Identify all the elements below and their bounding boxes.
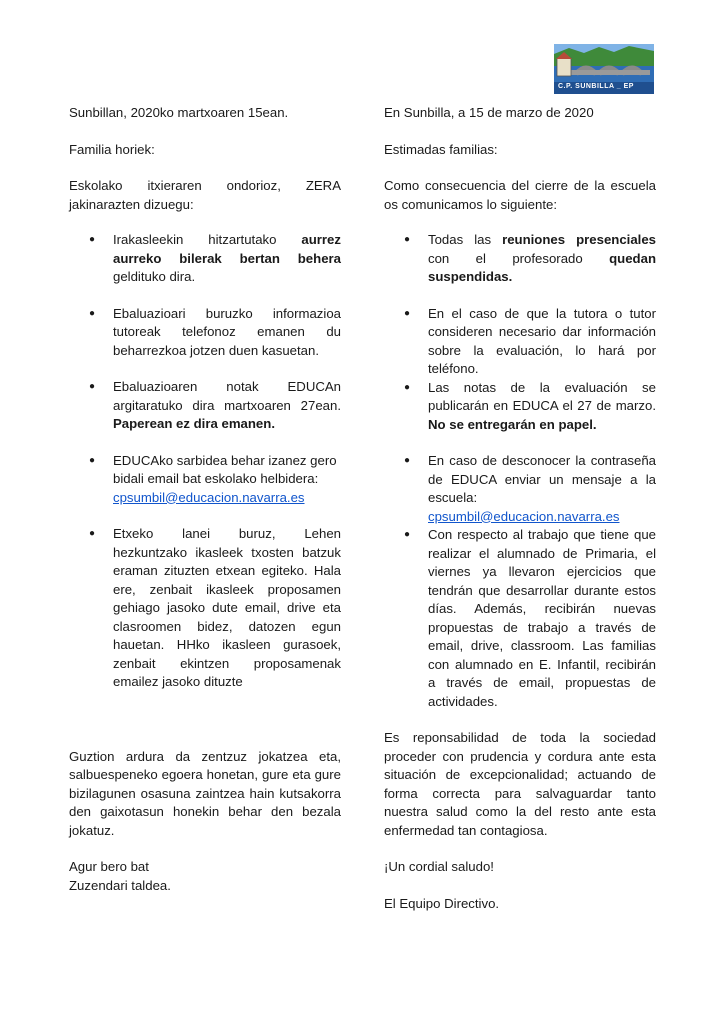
date-line: Sunbillan, 2020ko martxoaren 15ean. [69, 105, 289, 120]
farewell: Agur bero bat [69, 859, 149, 874]
list-item: ● Las notas de la evaluación se publicarán en EDUCA el 27 de marzo. No se entregarán en papel. [384, 379, 656, 435]
list-item: ● EDUCAko sarbidea behar izanez gero bidali email bat eskolako helbidera: cpsumbil@educacion.navarra.es [69, 452, 341, 508]
list-item: ● Ebaluazioari buruzko informazioa tutoreak telefonoz emanen du beharrezkoa jotzen duen kasuetan. [69, 305, 341, 361]
farewell: ¡Un cordial saludo! [384, 859, 494, 874]
closing-paragraph: Es reponsabilidad de toda la sociedad proceder con prudencia y cordura ante esta situación de excepcionalidad; actuando de forma correcta para salvaguardar tanto nuestra salud como la del resto ante esta enfermedad tan contagiosa. [384, 730, 656, 838]
list-item: ● En caso de desconocer la contraseña de EDUCA enviar un mensaje a la escuela: cpsumbil@educacion.navarra.es [384, 452, 656, 526]
intro-paragraph: Como consecuencia del cierre de la escuela os comunicamos lo siguiente: [384, 178, 656, 212]
logo-text: C.P. SUNBILLA _ EP [558, 83, 634, 90]
spanish-column [384, 104, 656, 913]
list-item: ● Irakasleekin hitzartutako aurrez aurreko bilerak bertan behera geldituko dira. [69, 231, 341, 287]
signature: El Equipo Directivo. [384, 895, 500, 911]
closing-paragraph: Guztion ardura da zentzuz jokatzea eta, salbuespeneko egoera honetan, gure eta gure bizilagunen osasuna zaintzea hain kutsakorra den gaixotasun honekin behar den bezala jokatuz. [69, 748, 341, 838]
basque-column [69, 104, 341, 895]
greeting: Familia horiek: [69, 141, 155, 157]
list-item: ● Todas las reuniones presenciales con el profesorado quedan suspendidas. [384, 231, 656, 287]
list-item: ● Etxeko lanei buruz, Lehen hezkuntzako ikasleek txosten batzuk eraman zituzten etxean egiteko. Hala ere, zenbait ikasleek proposamen gehiago jasoko dute email, drive eta clasroomen bidez, datozen egun hauetan. HHko ikasleen gurasoek, zenbait ekintzen proposamenak emailez jasoko dituzte [69, 525, 341, 692]
list-item: ● En el caso de que la tutora o tutor consideren necesario dar información sobre la evaluación, lo hará por teléfono. [384, 305, 656, 379]
email-link[interactable]: cpsumbil@educacion.navarra.es [113, 489, 305, 505]
notice-list [69, 231, 341, 692]
list-item: ● Con respecto al trabajo que tiene que realizar el alumnado de Primaria, el viernes ya llevaron ejercicios que tendrán que desarrollar durante estos días. Además, recibirán nuevas propuestas de trabajo a través de email, drive, classroom. Las familias con alumnado en E. Infantil, recibirán a través de email, propuestas de actividades. [384, 526, 656, 711]
school-logo [554, 44, 654, 94]
email-link[interactable]: cpsumbil@educacion.navarra.es [428, 508, 620, 524]
notice-list [384, 231, 656, 711]
date-line: En Sunbilla, a 15 de marzo de 2020 [384, 105, 594, 120]
signature: Zuzendari taldea. [69, 877, 171, 893]
intro-paragraph: Eskolako itxieraren ondorioz, ZERA jakinarazten dizuegu: [69, 178, 341, 212]
greeting: Estimadas familias: [384, 141, 498, 157]
list-item: ● Ebaluazioaren notak EDUCAn argitaratuko dira martxoaren 27ean. Paperean ez dira emanen. [69, 378, 341, 434]
